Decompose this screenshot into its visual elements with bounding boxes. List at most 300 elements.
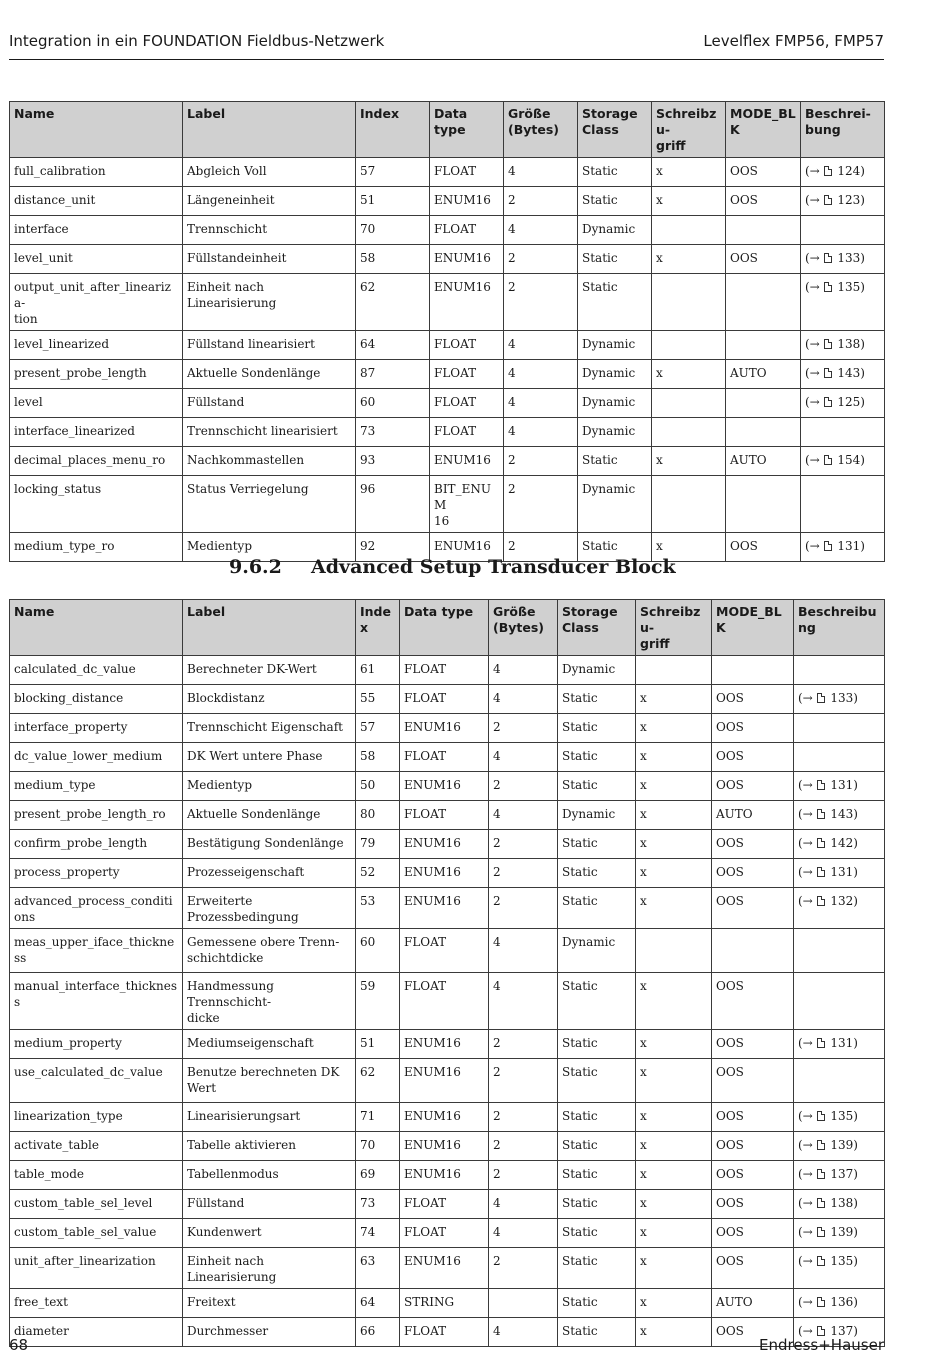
column-header-name: Name [10, 102, 183, 158]
cell-size: 2 [489, 1030, 558, 1059]
column-header-mode-blk: MODE_BL K [726, 102, 801, 158]
cell-label: Füllstandeinheit [183, 245, 356, 274]
cell-name: dc_value_lower_medium [10, 743, 183, 772]
cell-name: meas_upper_iface_thickness [10, 929, 183, 973]
cell-data-type: ENUM16 [400, 1161, 489, 1190]
cell-name: custom_table_sel_value [10, 1219, 183, 1248]
cell-name: activate_table [10, 1132, 183, 1161]
cell-name: calculated_dc_value [10, 656, 183, 685]
cell-description [794, 772, 885, 801]
cell-mode-blk: OOS [726, 187, 801, 216]
cell-write-access [652, 216, 726, 245]
cell-description [794, 1161, 885, 1190]
page-icon [817, 809, 825, 819]
page-reference-link[interactable]: (→ 139) [798, 1138, 858, 1152]
cell-name: blocking_distance [10, 685, 183, 714]
cell-index: 58 [356, 245, 430, 274]
cell-storage-class: Static [578, 158, 652, 187]
cell-label: Trennschicht [183, 216, 356, 245]
cell-write-access [652, 418, 726, 447]
cell-index: 61 [356, 656, 400, 685]
cell-mode-blk: OOS [712, 1103, 794, 1132]
cell-label: Mediumseigenschaft [183, 1030, 356, 1059]
cell-size: 4 [489, 1190, 558, 1219]
cell-write-access: x [636, 1161, 712, 1190]
cell-write-access: x [652, 533, 726, 562]
page-icon [817, 1140, 825, 1150]
cell-data-type: FLOAT [430, 360, 504, 389]
page-icon [817, 896, 825, 906]
page-reference-link[interactable]: (→ 138) [798, 1196, 858, 1210]
table-row [10, 1248, 885, 1289]
page-reference-link[interactable]: (→ 131) [798, 1036, 858, 1050]
cell-label: DK Wert untere Phase [183, 743, 356, 772]
cell-index: 70 [356, 1132, 400, 1161]
cell-data-type: FLOAT [400, 656, 489, 685]
cell-storage-class: Dynamic [578, 216, 652, 245]
page-icon [817, 1169, 825, 1179]
cell-mode-blk: OOS [726, 158, 801, 187]
cell-size: 4 [489, 1219, 558, 1248]
cell-size: 4 [489, 929, 558, 973]
cell-name: full_calibration [10, 158, 183, 187]
cell-label: Medientyp [183, 772, 356, 801]
cell-index: 53 [356, 888, 400, 929]
cell-write-access [652, 389, 726, 418]
cell-label: Füllstand [183, 1190, 356, 1219]
cell-label: Kundenwert [183, 1219, 356, 1248]
cell-write-access [652, 274, 726, 331]
cell-index: 60 [356, 389, 430, 418]
cell-name: locking_status [10, 476, 183, 533]
cell-label: Erweiterte Prozessbedingung [183, 888, 356, 929]
cell-mode-blk: AUTO [712, 801, 794, 830]
cell-storage-class: Static [558, 1318, 636, 1347]
cell-write-access: x [652, 158, 726, 187]
cell-storage-class: Static [558, 1161, 636, 1190]
column-header-storage-class: Storage Class [558, 600, 636, 656]
page-reference-link[interactable]: (→ 137) [798, 1167, 858, 1181]
cell-index: 93 [356, 447, 430, 476]
cell-size: 2 [489, 888, 558, 929]
cell-data-type: FLOAT [400, 1318, 489, 1347]
cell-description [801, 418, 885, 447]
cell-write-access: x [636, 1103, 712, 1132]
cell-mode-blk: OOS [712, 1219, 794, 1248]
cell-data-type: ENUM16 [430, 245, 504, 274]
cell-write-access: x [636, 1219, 712, 1248]
column-header-name: Name [10, 600, 183, 656]
cell-size: 2 [489, 830, 558, 859]
page-icon [817, 838, 825, 848]
page-number: 68 [9, 1336, 29, 1354]
cell-index: 63 [356, 1248, 400, 1289]
cell-name: level_unit [10, 245, 183, 274]
cell-name: manual_interface_thickness [10, 973, 183, 1030]
cell-index: 73 [356, 418, 430, 447]
section-title: Advanced Setup Transducer Block [311, 556, 676, 578]
table-row [10, 830, 885, 859]
cell-mode-blk: OOS [712, 1318, 794, 1347]
table-row [10, 1219, 885, 1248]
cell-write-access: x [652, 187, 726, 216]
cell-storage-class: Static [578, 245, 652, 274]
cell-storage-class: Static [558, 1132, 636, 1161]
cell-data-type: FLOAT [400, 685, 489, 714]
cell-data-type: ENUM16 [400, 830, 489, 859]
cell-write-access: x [636, 1030, 712, 1059]
cell-index: 70 [356, 216, 430, 245]
cell-size: 2 [489, 772, 558, 801]
cell-storage-class: Static [558, 1219, 636, 1248]
cell-storage-class: Static [558, 973, 636, 1030]
cell-mode-blk [726, 418, 801, 447]
cell-mode-blk [726, 476, 801, 533]
cell-size: 2 [489, 1103, 558, 1132]
page-reference-link[interactable]: (→ 123) [805, 193, 865, 207]
cell-index: 52 [356, 859, 400, 888]
cell-write-access: x [636, 1248, 712, 1289]
cell-write-access: x [636, 743, 712, 772]
cell-write-access: x [636, 1289, 712, 1318]
cell-mode-blk: OOS [712, 685, 794, 714]
cell-name: diameter [10, 1318, 183, 1347]
cell-storage-class: Static [578, 533, 652, 562]
cell-description [801, 331, 885, 360]
cell-write-access: x [636, 801, 712, 830]
page-icon [817, 1111, 825, 1121]
cell-write-access: x [636, 772, 712, 801]
page-reference-link[interactable]: (→ 135) [798, 1109, 858, 1123]
cell-mode-blk [726, 274, 801, 331]
cell-index: 74 [356, 1219, 400, 1248]
cell-index: 59 [356, 973, 400, 1030]
table-row [10, 447, 885, 476]
cell-label: Einheit nach Linearisierung [183, 1248, 356, 1289]
cell-size: 2 [489, 1059, 558, 1103]
table-row [10, 158, 885, 187]
cell-size [489, 1289, 558, 1318]
cell-size: 2 [489, 859, 558, 888]
cell-mode-blk: AUTO [712, 1289, 794, 1318]
cell-name: advanced_process_conditions [10, 888, 183, 929]
cell-storage-class: Static [558, 859, 636, 888]
page-reference-link[interactable]: (→ 135) [798, 1254, 858, 1268]
cell-data-type: STRING [400, 1289, 489, 1318]
cell-description [794, 888, 885, 929]
cell-mode-blk: OOS [712, 888, 794, 929]
page-icon [817, 1256, 825, 1266]
table-row [10, 888, 885, 929]
cell-label: Benutze berechneten DK Wert [183, 1059, 356, 1103]
running-header-right: Levelflex FMP56, FMP57 [703, 32, 884, 50]
page-reference-link[interactable]: (→ 135) [805, 280, 865, 294]
cell-description [794, 859, 885, 888]
cell-size: 4 [504, 360, 578, 389]
table-row [10, 216, 885, 245]
cell-write-access: x [636, 685, 712, 714]
cell-description [794, 743, 885, 772]
cell-size: 4 [504, 158, 578, 187]
page-reference-link[interactable]: (→ 125) [805, 395, 865, 409]
cell-mode-blk: OOS [712, 743, 794, 772]
cell-label: Medientyp [183, 533, 356, 562]
cell-data-type: FLOAT [430, 418, 504, 447]
page-reference-link[interactable]: (→ 132) [798, 894, 858, 908]
cell-description [801, 245, 885, 274]
column-header-size: Größe (Bytes) [504, 102, 578, 158]
cell-mode-blk [712, 929, 794, 973]
cell-mode-blk: AUTO [726, 447, 801, 476]
page-reference-link[interactable]: (→ 133) [805, 251, 865, 265]
page-icon [824, 339, 832, 349]
cell-write-access: x [652, 360, 726, 389]
cell-name: medium_property [10, 1030, 183, 1059]
cell-size: 4 [504, 331, 578, 360]
cell-write-access: x [636, 1059, 712, 1103]
cell-description [794, 1219, 885, 1248]
page-reference-link[interactable]: (→ 142) [798, 836, 858, 850]
page-reference-link[interactable]: (→ 139) [798, 1225, 858, 1239]
table-header-row [10, 600, 885, 656]
cell-write-access: x [636, 1132, 712, 1161]
page-icon [817, 693, 825, 703]
cell-data-type: FLOAT [400, 1190, 489, 1219]
cell-storage-class: Dynamic [578, 331, 652, 360]
cell-name: use_calculated_dc_value [10, 1059, 183, 1103]
cell-mode-blk: OOS [712, 830, 794, 859]
running-header-left: Integration in ein FOUNDATION Fieldbus-Netzwerk [9, 32, 385, 50]
cell-label: Handmessung Trennschicht- dicke [183, 973, 356, 1030]
cell-write-access [636, 656, 712, 685]
cell-label: Status Verriegelung [183, 476, 356, 533]
cell-index: 87 [356, 360, 430, 389]
cell-mode-blk: OOS [712, 772, 794, 801]
table-row [10, 1318, 885, 1347]
cell-index: 73 [356, 1190, 400, 1219]
cell-mode-blk: OOS [712, 1248, 794, 1289]
cell-storage-class: Static [558, 772, 636, 801]
page-icon [817, 1198, 825, 1208]
cell-storage-class: Static [578, 274, 652, 331]
table-row [10, 929, 885, 973]
page-reference-link[interactable]: (→ 136) [798, 1295, 858, 1309]
cell-index: 80 [356, 801, 400, 830]
column-header-write-access: Schreibzu- griff [636, 600, 712, 656]
page-icon [824, 195, 832, 205]
cell-mode-blk [712, 656, 794, 685]
cell-name: confirm_probe_length [10, 830, 183, 859]
cell-index: 96 [356, 476, 430, 533]
page-icon [824, 282, 832, 292]
cell-index: 79 [356, 830, 400, 859]
cell-label: Längeneinheit [183, 187, 356, 216]
page-reference-link[interactable]: (→ 154) [805, 453, 865, 467]
page-icon [817, 780, 825, 790]
cell-label: Trennschicht Eigenschaft [183, 714, 356, 743]
cell-name: linearization_type [10, 1103, 183, 1132]
cell-index: 69 [356, 1161, 400, 1190]
cell-size: 4 [489, 656, 558, 685]
page-reference-link[interactable]: (→ 133) [798, 691, 858, 705]
cell-data-type: ENUM16 [400, 1059, 489, 1103]
cell-name: unit_after_linearization [10, 1248, 183, 1289]
cell-data-type: FLOAT [400, 973, 489, 1030]
cell-mode-blk: OOS [712, 1059, 794, 1103]
cell-description [801, 447, 885, 476]
cell-description [794, 1103, 885, 1132]
table-header-row [10, 102, 885, 158]
page-reference-link[interactable]: (→ 124) [805, 164, 865, 178]
table-row [10, 418, 885, 447]
cell-data-type: ENUM16 [430, 533, 504, 562]
cell-size: 2 [489, 1248, 558, 1289]
cell-data-type: ENUM16 [400, 714, 489, 743]
section-number: 9.6.2 [229, 556, 282, 578]
cell-index: 62 [356, 1059, 400, 1103]
cell-storage-class: Dynamic [578, 389, 652, 418]
column-header-data-type: Data type [400, 600, 489, 656]
cell-name: interface_property [10, 714, 183, 743]
table-row [10, 714, 885, 743]
page-reference-link[interactable]: (→ 131) [798, 865, 858, 879]
cell-mode-blk: OOS [712, 973, 794, 1030]
cell-data-type: ENUM16 [400, 1132, 489, 1161]
cell-name: distance_unit [10, 187, 183, 216]
cell-description [794, 1248, 885, 1289]
cell-write-access: x [636, 1318, 712, 1347]
table-row [10, 187, 885, 216]
cell-label: Einheit nach Linearisierung [183, 274, 356, 331]
page-icon [824, 455, 832, 465]
column-header-write-access: Schreibzu- griff [652, 102, 726, 158]
cell-data-type: ENUM16 [400, 1248, 489, 1289]
cell-data-type: ENUM16 [400, 859, 489, 888]
cell-data-type: FLOAT [430, 158, 504, 187]
header-rule [9, 59, 884, 60]
cell-size: 4 [504, 418, 578, 447]
cell-name: level [10, 389, 183, 418]
page-reference-link[interactable]: (→ 143) [798, 807, 858, 821]
page-icon [824, 253, 832, 263]
page-icon [817, 1297, 825, 1307]
cell-storage-class: Static [558, 743, 636, 772]
cell-index: 71 [356, 1103, 400, 1132]
cell-index: 64 [356, 1289, 400, 1318]
cell-mode-blk: OOS [712, 714, 794, 743]
cell-data-type: ENUM16 [430, 187, 504, 216]
cell-data-type: FLOAT [430, 216, 504, 245]
cell-storage-class: Static [558, 888, 636, 929]
cell-name: present_probe_length [10, 360, 183, 389]
cell-storage-class: Static [558, 1190, 636, 1219]
cell-label: Blockdistanz [183, 685, 356, 714]
cell-storage-class: Static [558, 1103, 636, 1132]
column-header-data-type: Data type [430, 102, 504, 158]
cell-write-access: x [636, 1190, 712, 1219]
cell-write-access [636, 929, 712, 973]
cell-write-access: x [652, 245, 726, 274]
cell-label: Tabelle aktivieren [183, 1132, 356, 1161]
page-reference-link[interactable]: (→ 137) [798, 1324, 858, 1338]
cell-label: Gemessene obere Trenn- schichtdicke [183, 929, 356, 973]
cell-description [794, 714, 885, 743]
cell-label: Aktuelle Sondenlänge [183, 801, 356, 830]
cell-label: Nachkommastellen [183, 447, 356, 476]
cell-name: decimal_places_menu_ro [10, 447, 183, 476]
table-row [10, 331, 885, 360]
cell-write-access [652, 331, 726, 360]
footer-brand: Endress+Hauser [759, 1336, 884, 1354]
cell-description [794, 1030, 885, 1059]
page-reference-link[interactable]: (→ 131) [798, 778, 858, 792]
column-header-label: Label [183, 600, 356, 656]
cell-storage-class: Dynamic [558, 929, 636, 973]
cell-mode-blk [726, 389, 801, 418]
cell-size: 2 [504, 274, 578, 331]
cell-data-type: ENUM16 [430, 447, 504, 476]
table-row [10, 1289, 885, 1318]
cell-storage-class: Static [578, 187, 652, 216]
cell-data-type: FLOAT [430, 331, 504, 360]
cell-description [801, 274, 885, 331]
cell-mode-blk: OOS [712, 859, 794, 888]
cell-name: present_probe_length_ro [10, 801, 183, 830]
cell-description [794, 830, 885, 859]
cell-storage-class: Dynamic [558, 801, 636, 830]
page-reference-link[interactable]: (→ 143) [805, 366, 865, 380]
cell-size: 2 [504, 187, 578, 216]
cell-write-access: x [636, 714, 712, 743]
cell-index: 60 [356, 929, 400, 973]
table-row [10, 1030, 885, 1059]
column-header-size: Größe (Bytes) [489, 600, 558, 656]
cell-storage-class: Static [558, 1030, 636, 1059]
cell-write-access: x [636, 888, 712, 929]
column-header-storage-class: Storage Class [578, 102, 652, 158]
cell-mode-blk: OOS [726, 533, 801, 562]
cell-label: Freitext [183, 1289, 356, 1318]
cell-data-type: ENUM16 [400, 888, 489, 929]
page-reference-link[interactable]: (→ 138) [805, 337, 865, 351]
cell-index: 57 [356, 158, 430, 187]
table-row [10, 801, 885, 830]
cell-description [801, 360, 885, 389]
cell-description [801, 216, 885, 245]
cell-size: 2 [489, 1132, 558, 1161]
cell-description [794, 973, 885, 1030]
column-header-label: Label [183, 102, 356, 158]
cell-size: 4 [489, 743, 558, 772]
cell-data-type: ENUM16 [400, 772, 489, 801]
cell-size: 4 [489, 973, 558, 1030]
page-icon [824, 166, 832, 176]
page-icon [824, 368, 832, 378]
cell-data-type: FLOAT [430, 389, 504, 418]
cell-label: Bestätigung Sondenlänge [183, 830, 356, 859]
cell-data-type: FLOAT [400, 801, 489, 830]
cell-size: 2 [489, 1161, 558, 1190]
cell-label: Trennschicht linearisiert [183, 418, 356, 447]
cell-description [801, 158, 885, 187]
cell-name: custom_table_sel_level [10, 1190, 183, 1219]
cell-label: Aktuelle Sondenlänge [183, 360, 356, 389]
cell-description [794, 1059, 885, 1103]
table-row [10, 859, 885, 888]
cell-write-access: x [636, 973, 712, 1030]
cell-storage-class: Static [558, 830, 636, 859]
page-reference-link[interactable]: (→ 131) [805, 539, 865, 553]
